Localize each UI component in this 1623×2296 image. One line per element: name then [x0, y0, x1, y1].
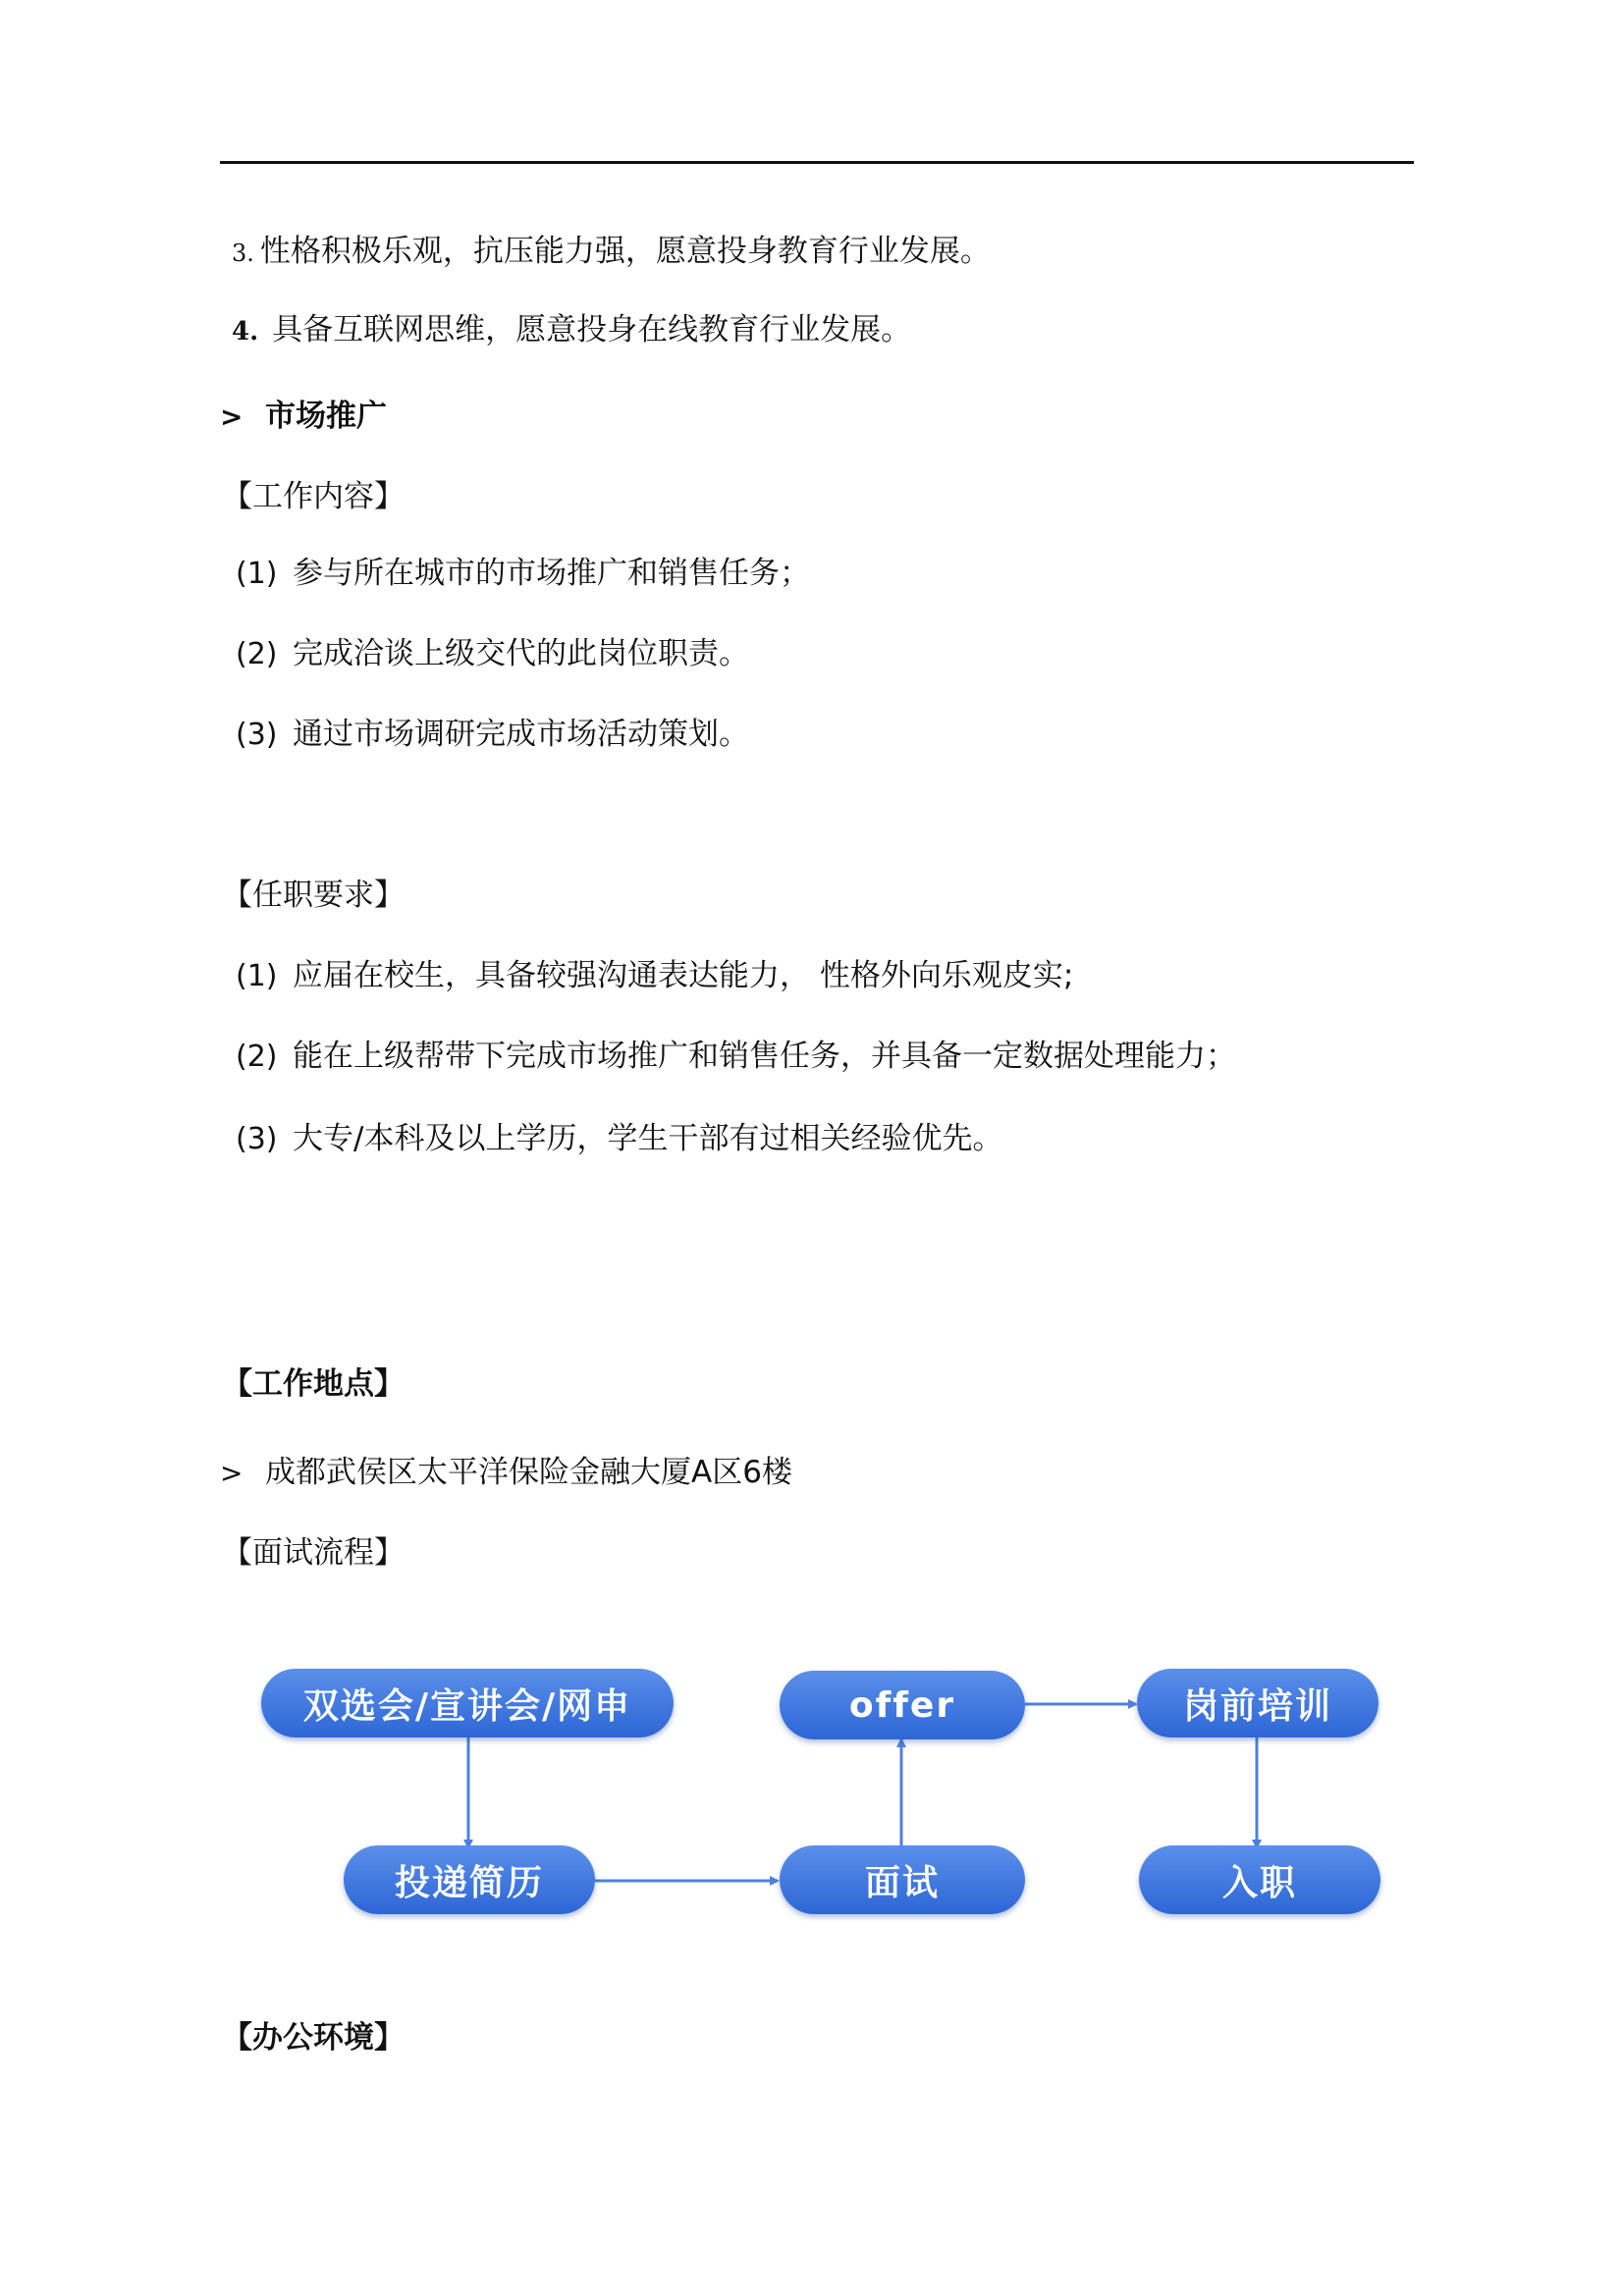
duty-number: (2) [236, 637, 278, 671]
duty-text: 通过市场调研完成市场活动策划。 [293, 717, 749, 752]
duty-item [236, 554, 810, 594]
flow-node-training: 岗前培训 [1137, 1669, 1379, 1737]
section-title-text: 市场推广 [265, 399, 387, 434]
header-rule [220, 161, 1414, 164]
duty-item [236, 715, 749, 755]
requirement-text: 性格积极乐观，抗压能力强，愿意投身教育行业发展。 [259, 234, 991, 269]
bullet-arrow-icon: > [220, 1457, 243, 1489]
section-title [220, 397, 387, 437]
requirement-number: 4. [232, 317, 259, 347]
office-heading: 【办公环境】 [222, 2020, 405, 2056]
bullet-arrow-icon: > [220, 400, 243, 433]
requirement-item-4 [232, 310, 911, 351]
duty-text: 参与所在城市的市场推广和销售任务； [293, 556, 810, 591]
flow-node-interview: 面试 [780, 1845, 1025, 1914]
requirement-number: 3. [232, 240, 254, 267]
requirement-item-3 [232, 232, 991, 273]
address-text: 成都武侯区太平洋保险金融大厦A区6楼 [265, 1455, 792, 1490]
requirement-text: 具备互联网思维，愿意投身在线教育行业发展。 [272, 312, 912, 347]
duty-number: (3) [236, 718, 278, 752]
req-text: 应届在校生，具备较强沟通表达能力， 性格外向乐观皮实; [293, 958, 1074, 993]
req-number: (1) [236, 959, 278, 993]
duty-number: (1) [236, 557, 278, 591]
req-item [236, 1037, 1236, 1077]
location-address [220, 1453, 792, 1493]
location-heading: 【工作地点】 [222, 1366, 405, 1402]
duty-text: 完成洽谈上级交代的此岗位职责。 [293, 636, 749, 671]
flow-node-onboard: 入职 [1139, 1845, 1380, 1914]
req-item [236, 1119, 1002, 1159]
reqs-heading: 【任职要求】 [222, 878, 405, 913]
req-number: (3) [236, 1122, 278, 1156]
req-text: 能在上级帮带下完成市场推广和销售任务，并具备一定数据处理能力； [293, 1039, 1236, 1074]
flow-node-offer: offer [780, 1671, 1025, 1739]
req-number: (2) [236, 1040, 278, 1074]
flow-node-resume: 投递简历 [344, 1845, 595, 1914]
duties-heading: 【工作内容】 [222, 479, 405, 514]
req-item [236, 956, 1073, 996]
req-text: 大专/本科及以上学历，学生干部有过相关经验优先。 [293, 1121, 1003, 1156]
duty-item [236, 634, 749, 674]
flow-node-apply: 双选会/宣讲会/网申 [261, 1669, 674, 1737]
interview-flowchart [236, 1649, 1414, 1944]
interview-heading: 【面试流程】 [222, 1535, 405, 1571]
